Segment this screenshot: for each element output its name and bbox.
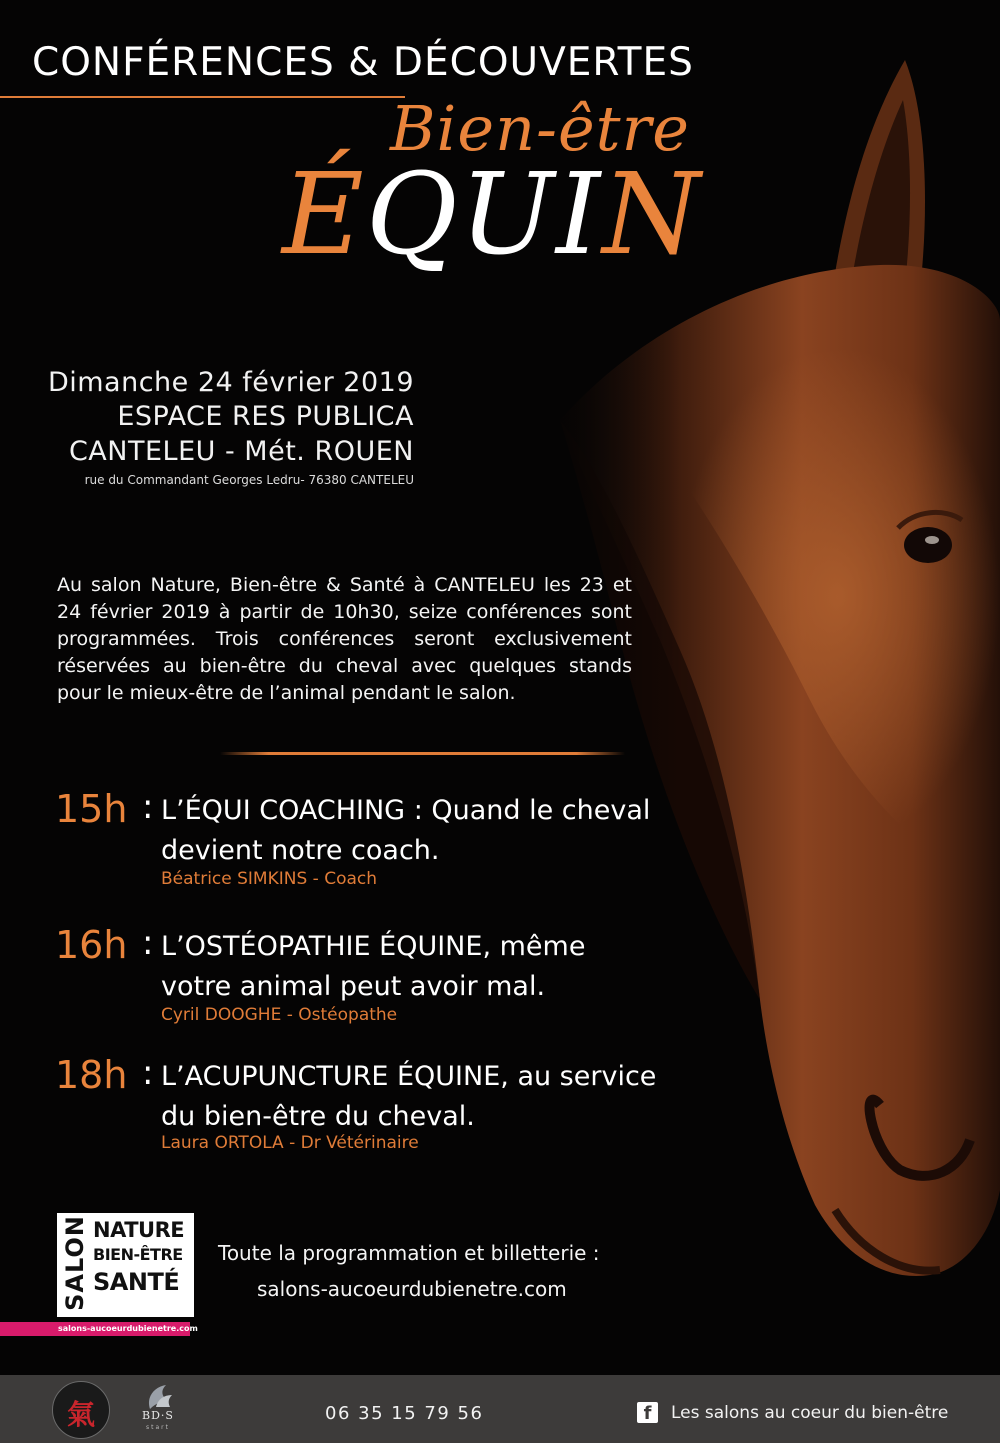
talk-time: 15h — [55, 787, 128, 831]
header-title: CONFÉRENCES & DÉCOUVERTES — [32, 40, 694, 85]
salon-logo-line-3: SANTÉ — [93, 1268, 180, 1296]
event-date: Dimanche 24 février 2019 — [47, 367, 414, 398]
event-info — [48, 366, 414, 491]
talk-speaker: Cyril DOOGHE - Ostéopathe — [161, 1005, 398, 1025]
talk-time: 18h — [55, 1053, 128, 1097]
bds-logo-text: BD·S — [142, 1409, 174, 1422]
event-address: rue du Commandant Georges Ledru- 76380 CANTELEU — [84, 473, 414, 487]
facebook-page-link[interactable]: Les salons au coeur du bien-être — [671, 1403, 949, 1423]
big-title-part-2: QUI — [365, 150, 603, 280]
big-title — [282, 150, 702, 280]
intro-paragraph: Au salon Nature, Bien-être & Santé à CANTELEU les 23 et 24 février 2019 à partir de 10h30, seize conférences sont programmées. Trois conférences seront exclusivement réservées au bien-être du cheval avec quelques stands pour le mieux-être de l’animal pendant le salon. — [57, 574, 632, 704]
bds-logo-subtext: start — [146, 1424, 170, 1431]
talk-separator: : — [142, 1053, 154, 1093]
ki-logo-glyph: 氣 — [66, 1398, 95, 1431]
programme-label: Toute la programmation et billetterie : — [218, 1241, 600, 1265]
facebook-icon[interactable] — [637, 1402, 658, 1423]
script-title: Bien-être — [390, 92, 690, 165]
talk-item — [55, 923, 655, 1033]
header-divider — [0, 96, 405, 98]
talk-title: L’OSTÉOPATHIE ÉQUINE, même votre animal peut avoir mal. — [161, 931, 586, 1002]
phone-number[interactable]: 06 35 15 79 56 — [325, 1403, 484, 1424]
talk-item — [55, 787, 655, 897]
talk-speaker: Béatrice SIMKINS - Coach — [161, 869, 378, 889]
section-divider — [220, 752, 625, 755]
big-title-part-1: É — [282, 150, 366, 280]
talk-separator: : — [142, 787, 154, 827]
footer — [0, 1375, 1000, 1443]
bds-logo — [128, 1379, 188, 1439]
programme-link[interactable]: salons-aucoeurdubienetre.com — [257, 1277, 567, 1301]
salon-logo-side: SALON — [61, 1215, 89, 1311]
talk-title: L’ÉQUI COACHING : Quand le cheval devient notre coach. — [161, 795, 651, 866]
event-venue: ESPACE RES PUBLICA — [117, 401, 414, 432]
salon-logo-line-1: NATURE — [93, 1218, 185, 1242]
talk-speaker: Laura ORTOLA - Dr Vétérinaire — [161, 1133, 419, 1153]
big-title-part-3: N — [602, 150, 703, 280]
event-city: CANTELEU - Mét. ROUEN — [68, 436, 414, 467]
salon-logo-lines — [93, 1217, 191, 1297]
talk-item — [55, 1053, 655, 1163]
talk-time: 16h — [55, 923, 128, 967]
ki-logo — [52, 1381, 110, 1439]
talk-separator: : — [142, 923, 154, 963]
facebook-icon-letter: f — [643, 1403, 652, 1424]
salon-logo-line-2: BIEN-ÊTRE — [93, 1245, 183, 1264]
salon-logo — [57, 1213, 194, 1317]
salon-logo-url[interactable]: salons-aucoeurdubienetre.com — [58, 1324, 198, 1333]
talk-title: L’ACUPUNCTURE ÉQUINE, au service du bien-être du cheval. — [161, 1061, 657, 1132]
